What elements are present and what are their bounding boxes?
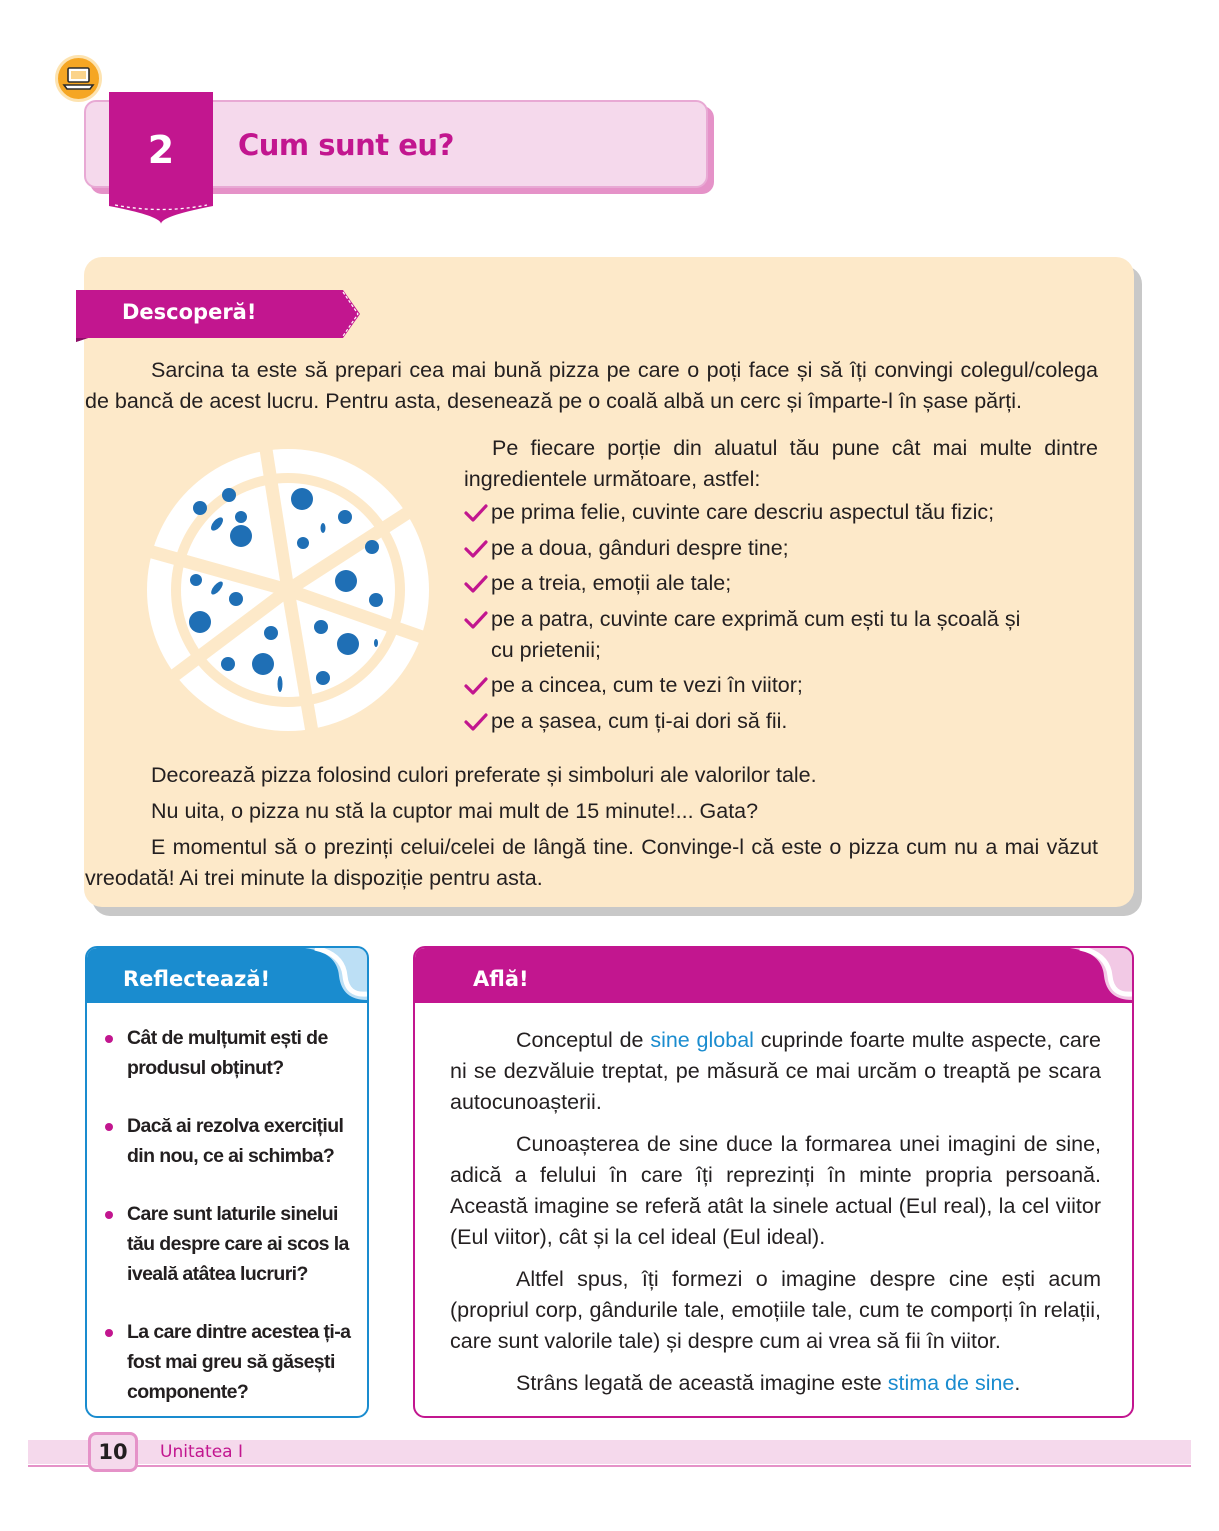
text-run: Conceptul de [516,1028,651,1052]
reflect-box [85,946,369,1418]
lesson-title: Cum sunt eu? [238,128,454,162]
list-item: Dacă ai rezolva exercițiul din nou, ce ai schimba? [105,1111,355,1171]
list-item [464,670,1104,701]
checkmark-icon [464,712,488,732]
list-item: Cât de mulțumit ești de produsul obținut? [105,1023,355,1083]
checkmark-icon [464,539,488,559]
list-item: Care sunt laturile sinelui tău despre care ai scos la iveală atâtea lucruri? [105,1199,355,1289]
discover-intro [85,355,1098,417]
list-intro-text: Pe fiecare porție din aluatul tău pune cât mai multe dintre ingredientele următoare, astfel: [464,436,1098,491]
text-run: . [1014,1371,1021,1395]
ingredient-checklist [464,497,1104,741]
list-item-text: pe a cincea, cum te vezi în viitor; [491,673,803,697]
list-item-text: pe a patra, cuvinte care exprimă cum ești tu la școală și cu prietenii; [491,606,1021,662]
list-item [464,706,1104,737]
discover-label: Descoperă! [122,300,257,324]
page-number: 10 [88,1432,138,1472]
learn-content [450,1025,1101,1410]
learn-paragraph: Cunoașterea de sine duce la formarea unei imagini de sine, adică a felului în care îți reprezinți în minte propria persoană. Această imagine se referă atât la sinele actual (Eul real), la cel viitor (Eul viitor), cât și la cel ideal (Eul ideal). [450,1132,1101,1249]
list-item [464,568,1104,599]
list-item-text: pe prima felie, cuvinte care descriu aspectul tău fizic; [491,500,995,524]
footer-line [28,1465,1191,1467]
outro-paragraph: Nu uita, o pizza nu stă la cuptor mai mult de 15 minute!... Gata? [151,799,759,823]
learn-box [413,946,1134,1418]
unit-label: Unitatea I [160,1442,243,1462]
keyword-stima-de-sine: stima de sine [887,1371,1015,1395]
learn-paragraph: Altfel spus, îți formezi o imagine despre cine ești acum (propriul corp, gândurile tale, emoțiile tale, cum te comporți în relații, care sunt valorile tale) și despre cum ai vrea să fii în viitor. [450,1267,1101,1353]
list-item [464,497,1104,528]
outro-paragraph: E momentul să o prezinți celui/celei de lângă tine. Convinge-l că este o pizza cum nu a mai văzut vreodată! Ai trei minute la dispoziție pentru asta. [85,835,1098,890]
reflect-label: Reflectează! [123,967,271,991]
list-item [464,533,1104,564]
checkmark-icon [464,610,488,630]
laptop-icon [55,55,102,102]
checkmark-icon [464,574,488,594]
learn-paragraph [450,1368,1101,1399]
discover-list-intro [464,433,1098,495]
reflect-questions [105,1023,355,1418]
checkmark-icon [464,676,488,696]
discover-intro-text: Sarcina ta este să prepari cea mai bună pizza pe care o poți face și să îți convingi colegul/colega de bancă de acest lucru. Pentru asta, desenează pe o coală albă un cerc și împarte-l în șase părți. [85,358,1098,413]
list-item-text: pe a doua, gânduri despre tine; [491,535,789,560]
checkmark-icon [464,503,488,523]
outro-paragraph: Decorează pizza folosind culori preferate și simboluri ale valorilor tale. [151,763,817,787]
text-run: Strâns legată de această imagine este [516,1371,888,1395]
list-item-text: pe a treia, emoții ale tale; [491,571,732,595]
list-item-text: pe a șasea, cum ți-ai dori să fii. [491,708,788,733]
discover-outro [85,760,1098,899]
list-item: La care dintre acestea ți-a fost mai greu să găsești componente? [105,1317,355,1407]
pizza-illustration [140,440,440,740]
keyword-sine-global: sine global [650,1028,754,1052]
text-run: cuprinde foarte multe aspecte, care ni se dezvăluie treptat, pe măsură ce mai urcăm o treaptă pe scara autocunoașterii. [450,1028,1102,1114]
list-item [464,604,1031,666]
lesson-number: 2 [147,128,175,172]
learn-paragraph [450,1025,1101,1118]
learn-label: Află! [473,967,529,991]
